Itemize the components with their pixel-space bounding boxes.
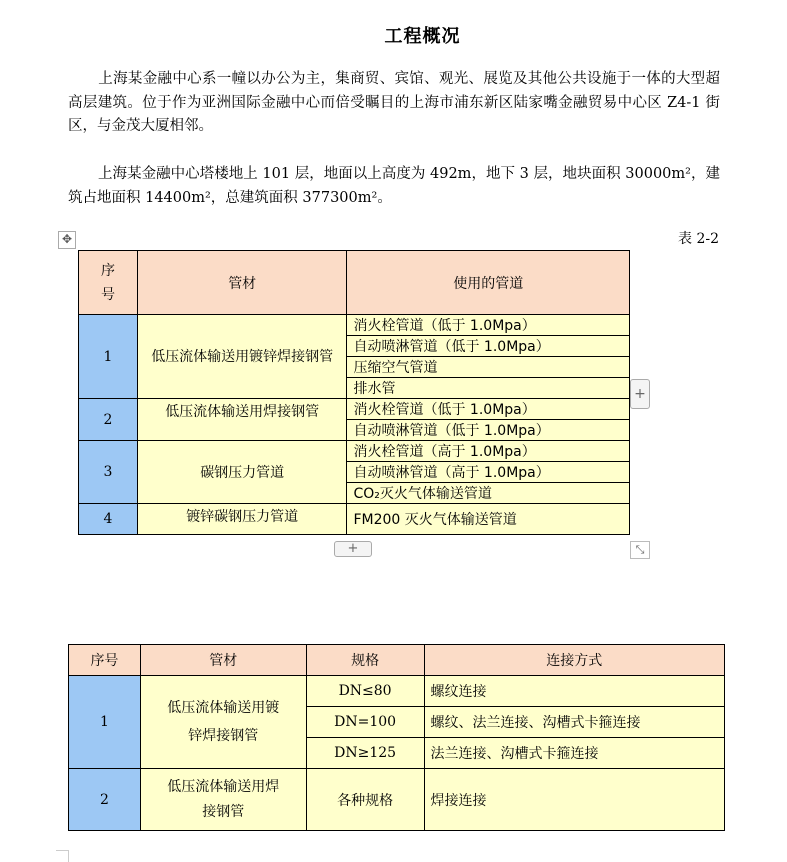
row-1-use-1: 消火栓管道（低于 1.0Mpa）: [347, 315, 630, 336]
table-move-handle-icon[interactable]: ✥: [58, 231, 76, 249]
row-4-material: 镀锌碳钢压力管道: [137, 504, 347, 535]
add-row-button[interactable]: +: [334, 541, 372, 557]
document-title: 工程概况: [384, 26, 461, 47]
row-1-use-2: 自动喷淋管道（低于 1.0Mpa）: [347, 336, 630, 357]
row-3-use-3: CO₂灭火气体输送管道: [347, 483, 630, 504]
row-1-material: 低压流体输送用镀锌焊接钢管: [140, 676, 306, 769]
row-1-connection-2: 螺纹、法兰连接、沟槽式卡箍连接: [424, 707, 724, 738]
row-1-spec-2: DN=100: [306, 707, 424, 738]
row-1-use-3: 压缩空气管道: [347, 357, 630, 378]
row-2-material: 低压流体输送用焊接钢管: [137, 399, 347, 441]
pipe-usage-table: [78, 250, 630, 535]
row-2-spec-1: 各种规格: [306, 769, 424, 831]
row-1-use-4: 排水管: [347, 378, 630, 399]
row-1-spec-1: DN≤80: [306, 676, 424, 707]
row-1-connection-3: 法兰连接、沟槽式卡箍连接: [424, 738, 724, 769]
row-2-use-2: 自动喷淋管道（低于 1.0Mpa）: [347, 420, 630, 441]
header-material: 管材: [140, 645, 306, 676]
row-3-no: 3: [79, 441, 138, 504]
header-no: 序号: [69, 645, 141, 676]
row-1-no: 1: [79, 315, 138, 399]
page-margin-marker: [56, 850, 68, 851]
row-1-spec-3: DN≥125: [306, 738, 424, 769]
row-2-connection-1: 焊接连接: [424, 769, 724, 831]
table-resize-handle-icon[interactable]: ⤡: [630, 541, 650, 559]
paragraph-2: [68, 163, 720, 210]
paragraph-1-text: 上海某金融中心系一幢以办公为主，集商贸、宾馆、观光、展览及其他公共设施于一体的大型超高层建筑。位于作为亚洲国际金融中心而倍受瞩目的上海市浦东新区陆家嘴金融贸易中心区 Z4-1 街区，与金茂大厦相邻。: [68, 71, 720, 134]
row-4-use-1: FM200 灭火气体输送管道: [347, 504, 630, 535]
row-3-use-1: 消火栓管道（高于 1.0Mpa）: [347, 441, 630, 462]
row-3-use-2: 自动喷淋管道（高于 1.0Mpa）: [347, 462, 630, 483]
row-1-no: 1: [69, 676, 141, 769]
row-4-no: 4: [79, 504, 138, 535]
row-2-material: 低压流体输送用焊接钢管: [140, 769, 306, 831]
pipe-connection-table: [68, 644, 725, 831]
row-2-use-1: 消火栓管道（低于 1.0Mpa）: [347, 399, 630, 420]
page-margin-marker: [68, 850, 69, 862]
paragraph-1: [68, 68, 720, 139]
row-2-no: 2: [79, 399, 138, 441]
row-1-material: 低压流体输送用镀锌焊接钢管: [137, 315, 347, 399]
row-2-no: 2: [69, 769, 141, 831]
row-1-connection-1: 螺纹连接: [424, 676, 724, 707]
header-uses: 使用的管道: [347, 251, 630, 315]
header-material: 管材: [137, 251, 347, 315]
header-spec: 规格: [306, 645, 424, 676]
row-3-material: 碳钢压力管道: [137, 441, 347, 504]
header-no: 序号: [79, 251, 138, 315]
table-caption: 表 2-2: [678, 231, 719, 247]
paragraph-2-text: 上海某金融中心塔楼地上 101 层，地面以上高度为 492m，地下 3 层，地块面积 30000m²，建筑占地面积 14400m²，总建筑面积 377300m²。: [68, 166, 720, 206]
header-connection: 连接方式: [424, 645, 724, 676]
add-column-button[interactable]: +: [630, 379, 650, 409]
